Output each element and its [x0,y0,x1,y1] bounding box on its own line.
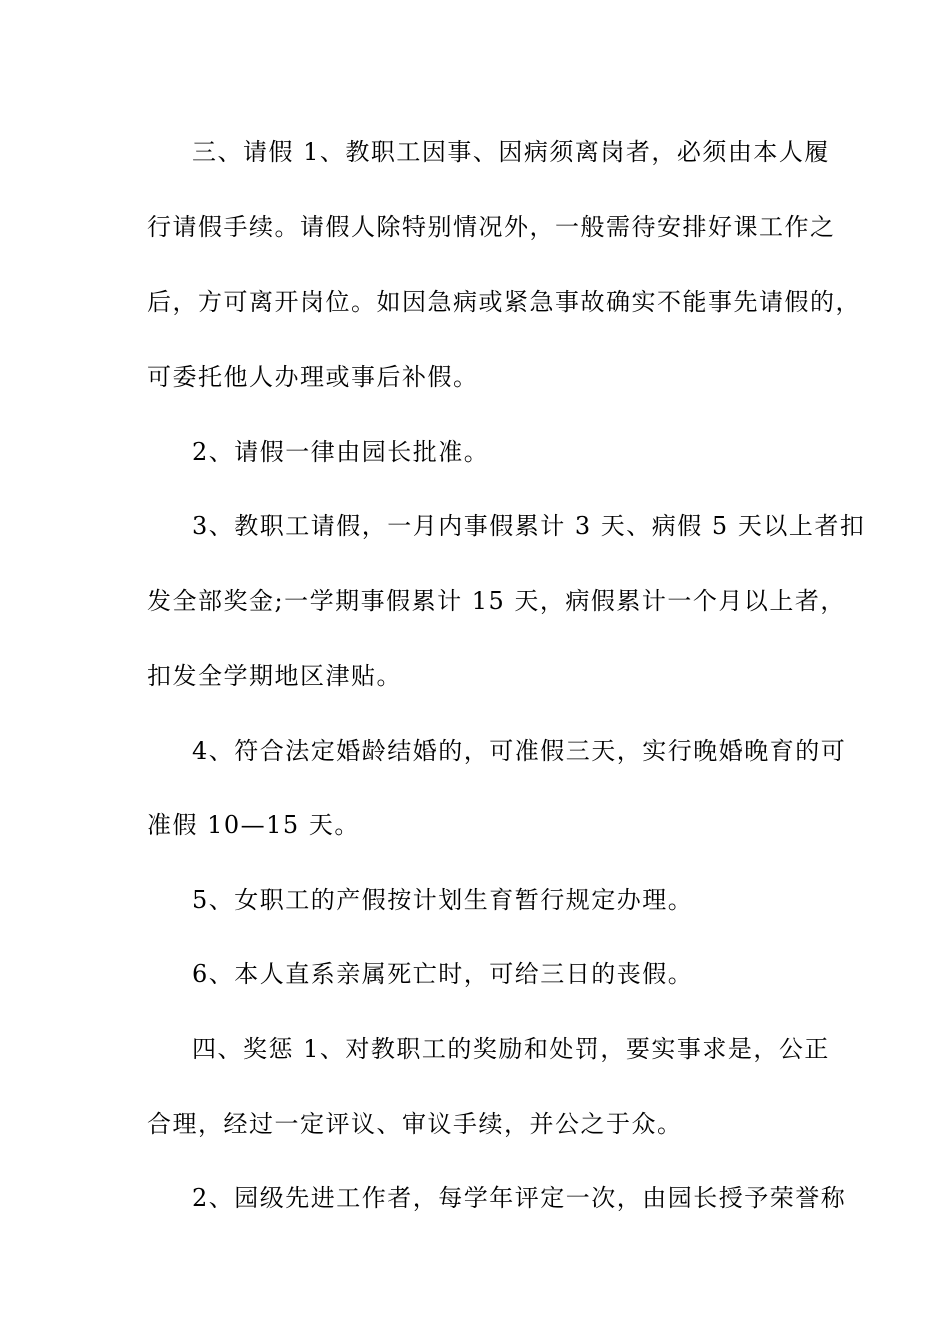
text-line: 可委托他人办理或事后补假。 [147,363,479,391]
text-line: 发全部奖金;一学期事假累计 15 天，病假累计一个月以上者， [147,587,846,615]
text-line: 6、本人直系亲属死亡时，可给三日的丧假。 [192,960,694,988]
text-line: 准假 10—15 天。 [147,811,360,839]
text-line: 2、园级先进工作者，每学年评定一次，由园长授予荣誉称 [192,1184,847,1212]
text-line: 三、请假 1、教职工因事、因病须离岗者，必须由本人履 [192,138,830,166]
text-line: 5、女职工的产假按计划生育暂行规定办理。 [192,886,694,914]
text-line: 合理，经过一定评议、审议手续，并公之于众。 [147,1110,683,1138]
text-line: 四、奖惩 1、对教职工的奖励和处罚，要实事求是，公正 [192,1035,830,1063]
text-line: 扣发全学期地区津贴。 [147,662,402,690]
text-line: 行请假手续。请假人除特别情况外，一般需待安排好课工作之 [147,213,836,241]
text-line: 3、教职工请假，一月内事假累计 3 天、病假 5 天以上者扣 [192,512,866,540]
text-line: 4、符合法定婚龄结婚的，可准假三天，实行晚婚晚育的可 [192,737,847,765]
text-line: 2、请假一律由园长批准。 [192,438,490,466]
text-line: 后，方可离开岗位。如因急病或紧急事故确实不能事先请假的， [147,288,861,316]
